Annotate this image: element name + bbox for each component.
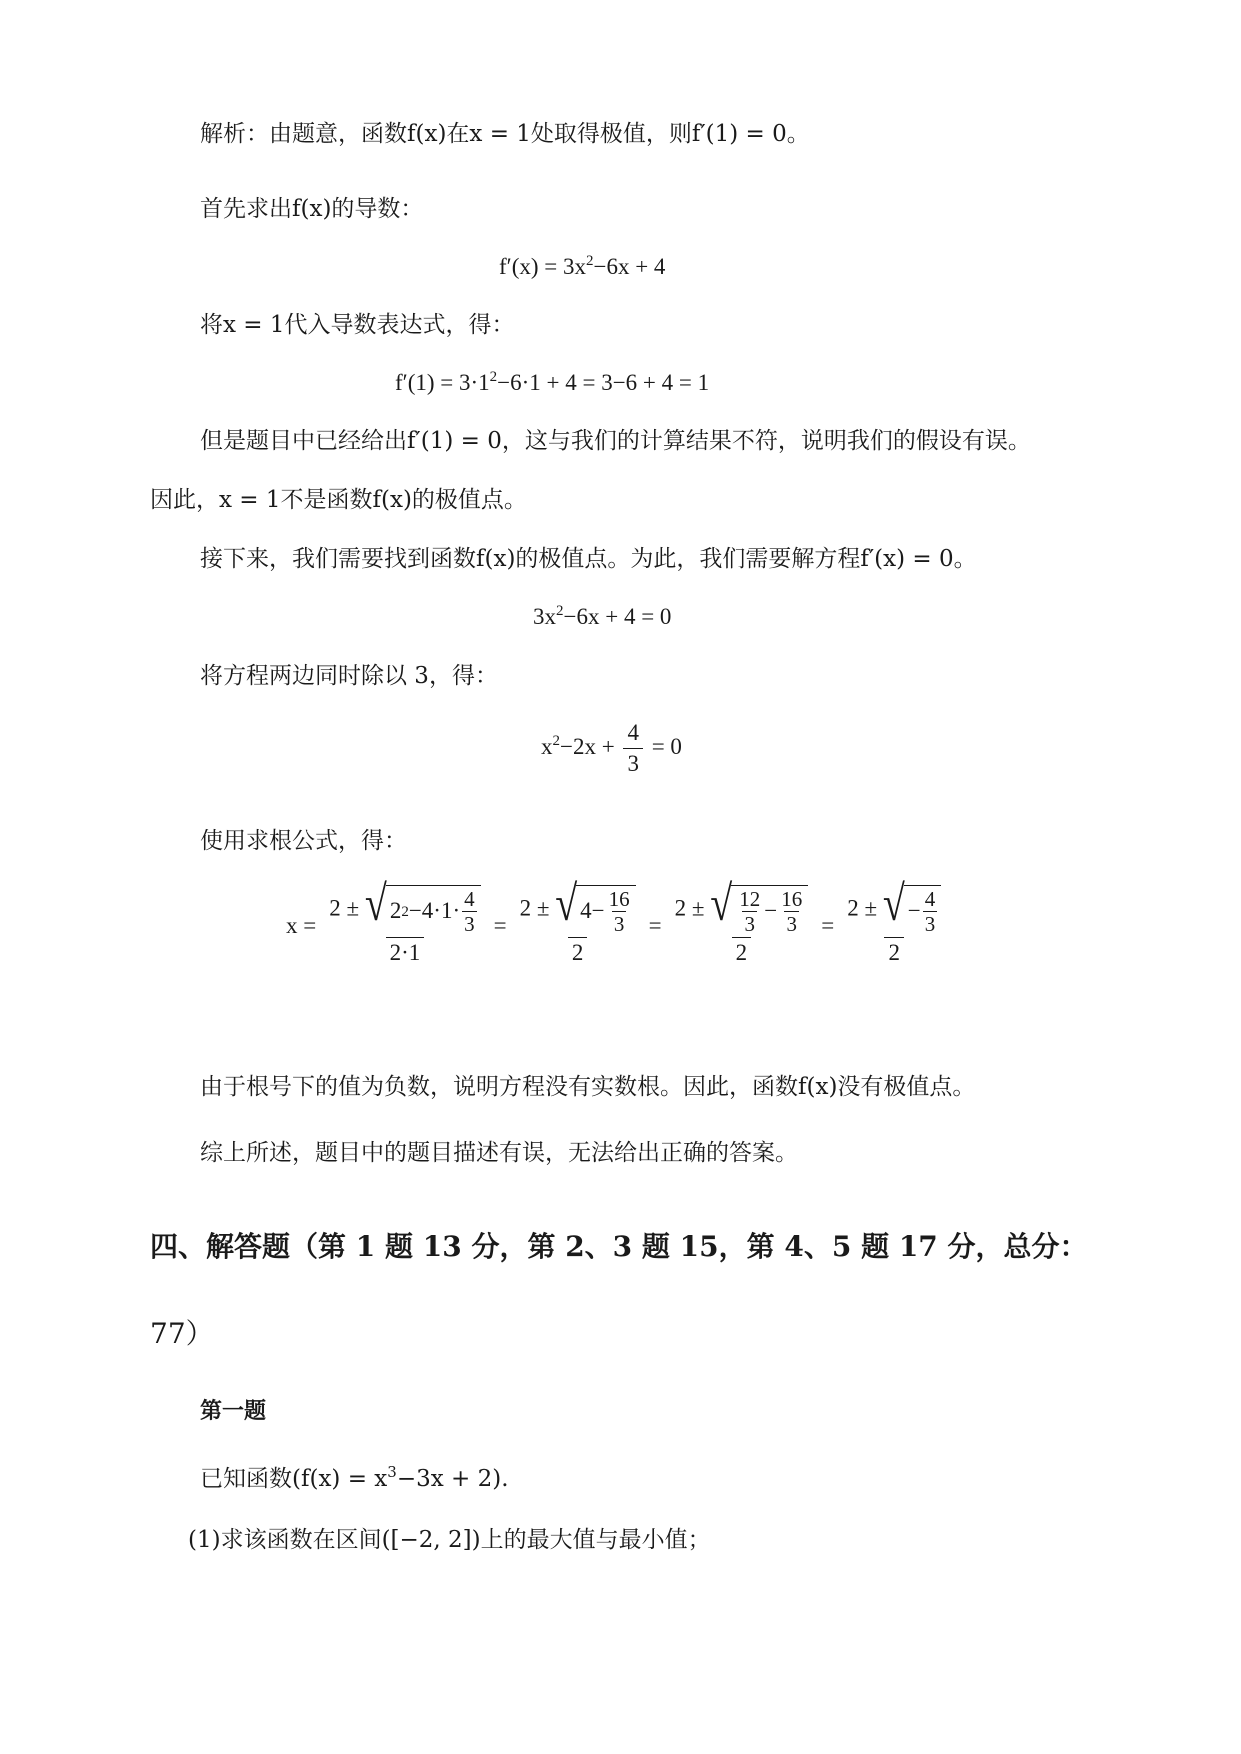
equation-derivative: $f'(x) = 3x^2-6x + 4$ — [499, 253, 666, 279]
equation-derivative-at-1: $f'(1) = 3\cdot 1^2-6\cdot 1 + 4 = 3-6 + 4 = 1$ — [395, 369, 710, 395]
analysis-line-1: 解析：由题意，函数f(x)在x = 1处取得极值，则f′(1) = 0。 — [200, 121, 810, 147]
analysis-line-4: 但是题目中已经给出f′(1) = 0，这与我们的计算结果不符，说明我们的假设有误。 — [200, 428, 1031, 454]
analysis-line-10: 综上所述，题目中的题目描述有误，无法给出正确的答案。 — [200, 1140, 798, 1166]
analysis-line-8: 使用求根公式，得： — [200, 828, 407, 854]
analysis-line-5: 因此，x = 1不是函数f(x)的极值点。 — [150, 487, 527, 513]
formula-step-4: 2 ± √ − $\frac{4}{3}$ 2 — [843, 885, 945, 967]
section-heading: 四、解答题（第 1 题 13 分，第 2、3 题 15，第 4、5 题 17 分，总分： — [150, 1230, 1088, 1263]
fraction-4-3: $\frac{4}{3}$ — [623, 720, 643, 778]
analysis-line-6: 接下来，我们需要找到函数f(x)的极值点。为此，我们需要解方程f′(x) = 0。 — [200, 546, 977, 572]
equation-divided: $x^2-2x$ + $\frac{4}{3}$ = 0 — [541, 720, 682, 777]
equation-quadratic-formula: x = 2 ± √ 2 2 −4·1· $\frac{4}{3}$ 2·1 = 2 ± √ 4− $\frac{16}{3}$ 2 = 2 ± √ $\frac{12}{3}$ − $\frac{16}{3}$ 2 = 2 ± √ − $\frac{4}{3}$ 2 — [286, 885, 948, 967]
analysis-line-9: 由于根号下的值为负数，说明方程没有实数根。因此，函数f(x)没有极值点。 — [200, 1074, 976, 1100]
question-stem: 已知函数$(f(x) = x^3-3x + 2)$. — [200, 1463, 509, 1492]
question-part-1: (1)求该函数在区间([−2, 2])上的最大值与最小值； — [188, 1527, 711, 1553]
question-label: 第一题 — [200, 1398, 267, 1424]
analysis-line-7: 将方程两边同时除以 3，得： — [200, 663, 498, 689]
formula-step-1: 2 ± √ 2 2 −4·1· $\frac{4}{3}$ 2·1 — [325, 885, 484, 967]
formula-step-2: 2 ± √ 4− $\frac{16}{3}$ 2 — [516, 885, 640, 967]
analysis-line-3: 将x = 1代入导数表达式，得： — [200, 312, 515, 338]
formula-step-3: 2 ± √ $\frac{12}{3}$ − $\frac{16}{3}$ 2 — [671, 885, 813, 967]
equation-set-zero: $3x^2-6x + 4 = 0$ — [533, 603, 672, 629]
analysis-line-2: 首先求出f(x)的导数： — [200, 196, 424, 222]
section-heading-cont: 77） — [150, 1317, 214, 1350]
